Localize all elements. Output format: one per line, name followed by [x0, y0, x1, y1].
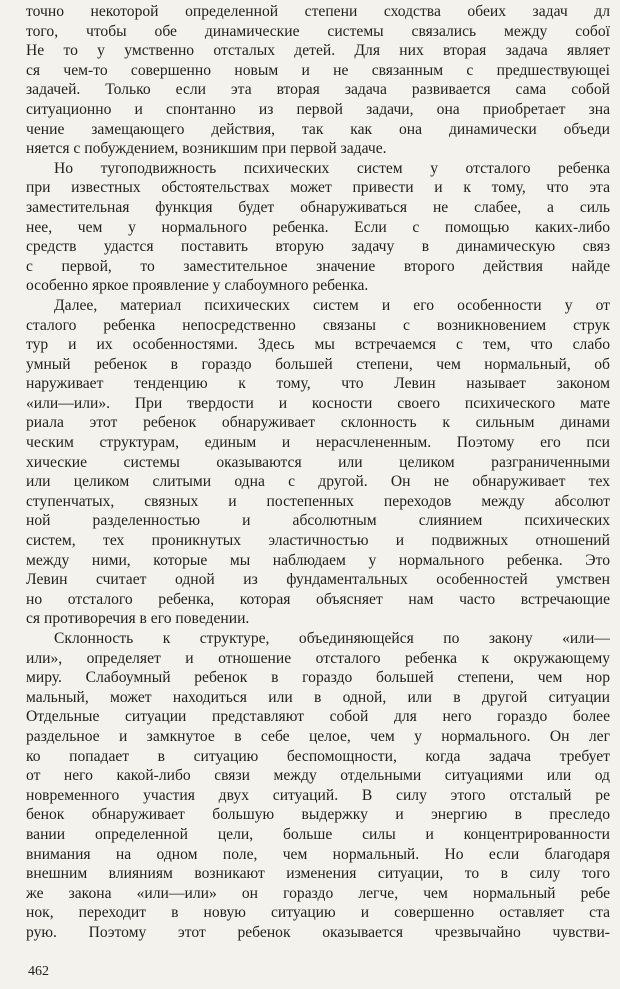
text-line: вании определенной цели, больше силы и концентрированности: [26, 825, 610, 843]
text-line: ко попадает в ситуацию беспомощности, когда задача требует: [26, 747, 610, 765]
text-line: рую. Поэтому этот ребенок оказывается чрезвычайно чувстви-: [26, 923, 610, 941]
paragraph-2: [26, 159, 610, 296]
text-line: задачей. Только если эта вторая задача развивается сама собой: [26, 81, 610, 99]
text-line: ся противоречия в его поведении.: [26, 610, 250, 628]
text-line: или», определяет и отношение отсталого ребенка к окружающему: [26, 649, 610, 667]
text-line: раздельное и замкнутое в себе целое, чем у нормального. Он лег: [26, 727, 610, 745]
text-line: Левин считает одной из фундаментальных особенностей умствен: [26, 571, 610, 589]
text-line: бенок обнаруживает большую выдержку и энергию в преследо: [26, 806, 610, 824]
text-line: риала этот ребенок обнаруживает склонность к сильным динами: [26, 414, 610, 432]
text-line: нок, переходит в новую ситуацию и совершенно оставляет ста: [26, 904, 610, 922]
text-line: ступенчатых, связных и постепенных переходов между абсолют: [26, 492, 610, 510]
text-line: между ними, которые мы наблюдаем у нормального ребенка. Это: [26, 551, 610, 569]
text-line: систем, тех проникнутых эластичностью и подвижных отношений: [26, 532, 610, 550]
paragraph-1: [26, 2, 610, 159]
text-line: Но тугоподвижность психических систем у отсталого ребенка: [54, 159, 610, 177]
text-line: Далее, материал психических систем и его особенности у от: [54, 296, 610, 314]
text-line: миру. Слабоумный ребенок в гораздо большей степени, чем нор: [26, 669, 610, 687]
text-line: внешним влияниям возникают изменения ситуации, то в силу того: [26, 865, 610, 883]
text-line: от него какой-либо связи между отдельными ситуациями или од: [26, 767, 610, 785]
text-line: тур и их особенностями. Здесь мы встречаемся с тем, что слабо: [26, 336, 610, 354]
text-line: наруживает тенденцию к тому, что Левин называет законом: [26, 375, 610, 393]
paragraph-4: [26, 629, 610, 943]
text-line: Не то у умственно отсталых детей. Для них вторая задача являет: [26, 42, 610, 60]
text-line: ной разделенностью и абсолютным слиянием психических: [26, 512, 610, 530]
text-line: умный ребенок в гораздо большей степени, чем нормальный, об: [26, 355, 610, 373]
text-line: или целиком слитыми одна с другой. Он не обнаруживает тех: [26, 473, 610, 491]
text-line: заместительная функция будет обнаруживаться не слабее, а силь: [26, 198, 610, 216]
text-line: Склонность к структуре, объединяющейся по закону «или—: [54, 630, 610, 647]
text-line: при известных обстоятельствах может привести и к тому, что эта: [26, 179, 610, 197]
text-line: хические системы оказываются или целиком разграниченными: [26, 453, 610, 471]
text-line: того, чтобы обе динамические системы связались между собої: [26, 22, 610, 40]
text-line: ся чем-то совершенно новым и не связанным с предшествующеі: [26, 61, 610, 79]
text-line: же закона «или—или» он гораздо легче, чем нормальный ребе: [26, 884, 610, 902]
text-line: внимания на одном поле, чем нормальный. Но если благодаря: [26, 845, 610, 863]
text-line: мальный, может находиться или в одной, или в другой ситуации: [26, 688, 610, 706]
text-line: «или—или». При твердости и косности своего психического мате: [26, 394, 610, 412]
text-line: нее, чем у нормального ребенка. Если с помощью каких-либо: [26, 218, 610, 236]
text-line: особенно яркое проявление у слабоумного ребенка.: [26, 277, 369, 295]
text-line: Отдельные ситуации представляют собой для него гораздо более: [26, 708, 610, 726]
text-line: средств удастся поставить вторую задачу в динамическую связ: [26, 238, 610, 256]
text-line: новременного участия двух ситуаций. В силу этого отсталый ре: [26, 786, 610, 804]
text-line: сталого ребенка непосредственно связаны с возникновением струк: [26, 316, 610, 334]
text-line: точно некоторой определенной степени сходства обеих задач дл: [26, 3, 610, 20]
text-line: ситуационно и спонтанно из первой задачи, она приобретает зна: [26, 100, 610, 118]
text-line: чение замещающего действия, так как она динамически объеди: [26, 120, 610, 138]
paragraph-3: [26, 296, 610, 629]
page-number: 462: [28, 964, 49, 979]
text-line: но отсталого ребенка, которая объясняет нам часто встречающие: [26, 590, 610, 608]
text-line: с первой, то заместительное значение второго действия найде: [26, 257, 610, 275]
text-line: ческим структурам, единым и нерасчлененным. Поэтому его пси: [26, 434, 610, 452]
text-line: няется с побуждением, возникшим при первой задаче.: [26, 140, 387, 158]
